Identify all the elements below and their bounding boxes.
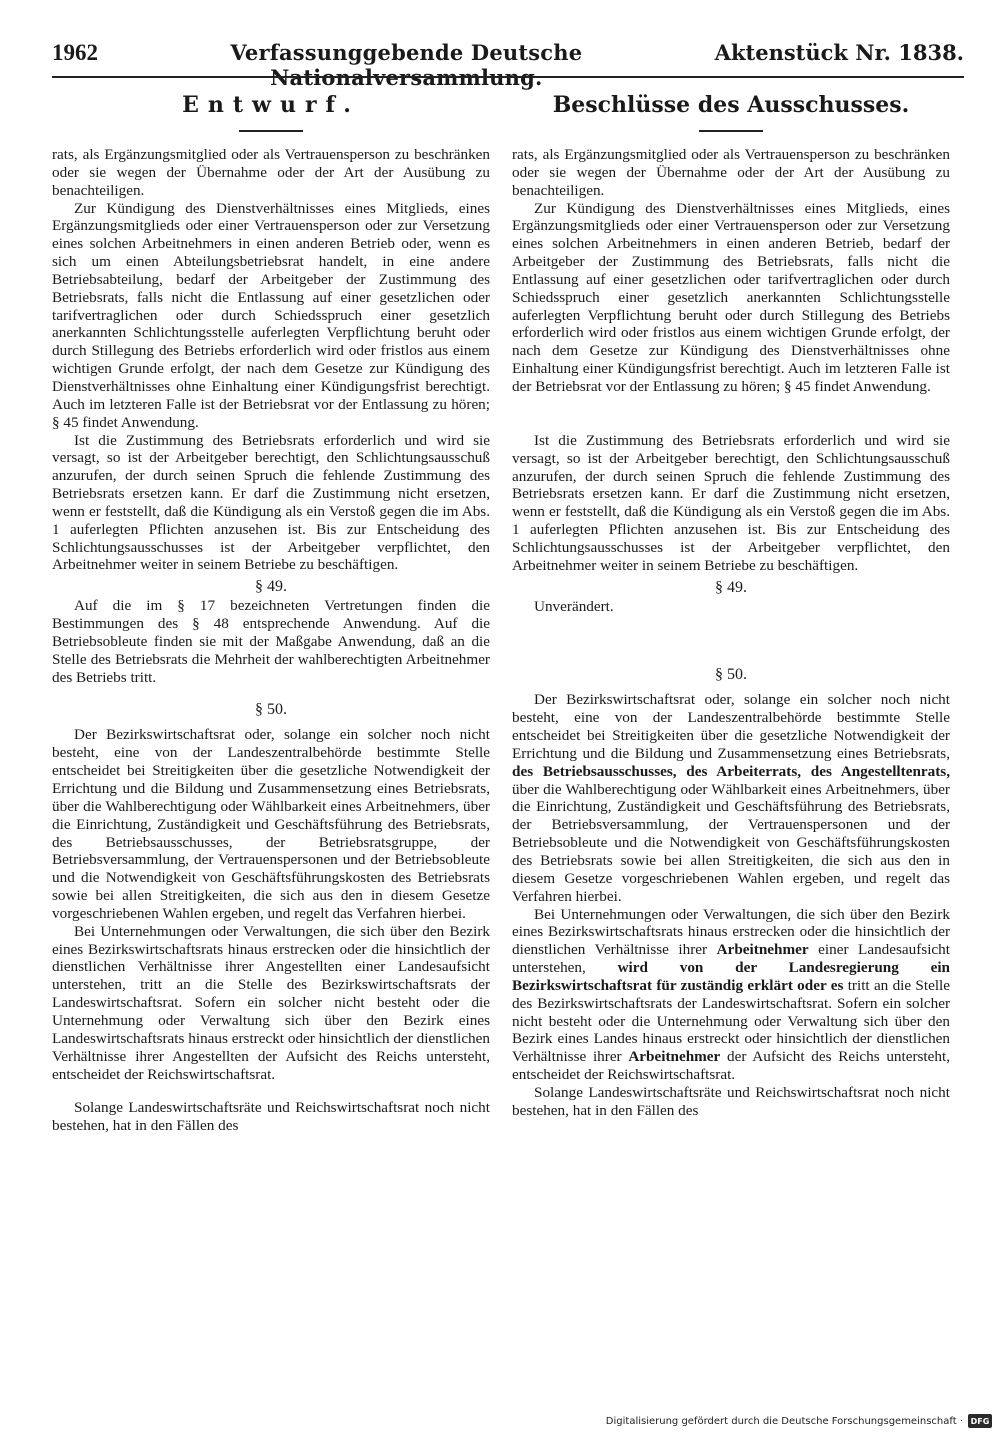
right-section-50-title: § 50.: [715, 666, 747, 684]
running-title: Verfassunggebende Deutsche Nationalversammlung.: [230, 40, 583, 90]
left-section-49-text: Auf die im § 17 bezeichneten Vertretungen finden die Bestimmungen des § 48 entsprechende Anwendung. Auf die Betriebsobleute finden sie mit der Maßgabe Anwendung, daß an die Stelle des Betriebsrats die Mehrheit der wahlberechtigten Arbeitnehmer des Betriebs tritt.: [52, 597, 490, 686]
right-section-50-paragraph-3: Solange Landeswirtschaftsräte und Reichswirtschaftsrat noch nicht bestehen, hat in den Fällen des: [512, 1083, 950, 1119]
left-paragraph-2: Zur Kündigung des Dienstverhältnisses eines Mitglieds, eines Ergänzungsmitglieds oder einer Vertrauensperson oder zur Versetzung eines solchen Arbeitnehmers in einen anderen Betrieb oder, wenn es sich um einen Abteilungsbetriebsrat handelt, in eine andere Betriebsabteilung, bedarf der Arbeitgeber der Zustimmung des Betriebsrats, falls nicht die Entlassung auf einer gesetzlichen oder tarifvertraglichen oder durch Schiedsspruch einer gesetzlich anerkannten Schlichtungsstelle auferlegten Verpflichtung beruht oder durch Stillegung des Betriebs erforderlich wird oder fristlos aus einem wichtigen Grunde erfolgt, der nach dem Gesetze zur Kündigung des Dienstverhältnisses ohne Einhaltung einer Kündigungsfrist berechtigt. Auch im letzteren Falle ist der Betriebsrat vor der Entlassung zu hören; § 45 findet Anwendung.: [52, 199, 490, 431]
left-column: [52, 90, 490, 1135]
left-section-50-paragraph-3: Solange Landeswirtschaftsräte und Reichswirtschaftsrat noch nicht bestehen, hat in den Fällen des: [52, 1099, 490, 1135]
right-s50-p1-text-a: Der Bezirkswirtschaftsrat oder, solange ein solcher noch nicht besteht, eine von der Landeszentralbehörde bestimmte Stelle entscheidet bei Streitigkeiten über die gesetzliche Notwendigkeit der Errichtung und die Bildung und Zusammensetzung eines Betriebsrats,: [512, 691, 950, 762]
right-column: [512, 90, 950, 1120]
right-section-50-paragraph-1: [512, 691, 950, 905]
right-section-49-title: § 49.: [715, 578, 747, 596]
right-column-heading: Beschlüsse des Ausschusses.: [552, 92, 910, 118]
right-paragraph-2: Zur Kündigung des Dienstverhältnisses eines Mitglieds, eines Ergänzungsmitglieds oder einer Vertrauensperson oder zur Versetzung eines solchen Arbeitnehmers in einen anderen Betrieb, bedarf der Arbeitgeber der Zustimmung des Betriebsrats, falls nicht die Entlassung auf einer gesetzlichen oder tarifvertraglichen oder durch Schiedsspruch einer gesetzlich anerkannten Schlichtungsstelle auferlegten Verpflichtung beruht oder durch Stillegung des Betriebs erforderlich wird oder fristlos aus einem wichtigen Grunde erfolgt, der nach dem Gesetze zur Kündigung des Dienstverhältnisses ohne Einhaltung einer Kündigungsfrist berechtigt. Auch im letzteren Falle ist der Betriebsrat vor der Entlassung zu hören; § 45 findet Anwendung.: [512, 199, 950, 395]
right-s50-p2-text-c: tritt an die Stelle des Bezirkswirtschaftsrats der Landeswirtschaftsrat. Sofern ein solcher nicht besteht oder die Unternehmung oder Verwaltung sich über den Bezirk eines Landes hinaus erstreckt oder hinsichtlich der dienstlichen Verhältnisse ihrer: [512, 976, 951, 1066]
right-s50-p2-bold-insertion: wird von der Landesregierung ein Bezirkswirtschaftsrat für zuständig erklärt oder es: [512, 959, 951, 994]
right-section-50-paragraph-2: [512, 906, 950, 1084]
page-number: 1962: [52, 40, 98, 65]
right-s50-p2-bold-arbeitnehmer-1: Arbeitnehmer: [716, 941, 809, 959]
dfg-logo: DFG: [968, 1414, 992, 1428]
right-s50-p1-bold-insertion: des Betriebsausschusses, des Arbeiterrats, des Angestelltenrats,: [512, 762, 950, 780]
footer-credit-text: Digitalisierung gefördert durch die Deutsche Forschungsgemeinschaft ·: [605, 1415, 963, 1427]
left-section-50-paragraph-2: Bei Unternehmungen oder Verwaltungen, die sich über den Bezirk eines Bezirkswirtschaftsrats hinaus erstrecken oder die hinsichtlich der dienstlichen Verhältnisse ihrer Angestellten einer Landesaufsicht unterstehen, tritt an die Stelle des Bezirkswirtschaftsrats der Landeswirtschaftsrat. Sofern ein solcher nicht besteht oder die Unternehmung oder Verwaltung sich über den Bezirk eines Landeswirtschaftsrats hinaus erstreckt oder hinsichtlich der dienstlichen Verhältnisse ihrer Angestellten der Aufsicht des Reichs untersteht, entscheidet der Reichswirtschaftsrat.: [52, 922, 490, 1083]
left-column-heading: Entwurf.: [182, 92, 360, 118]
left-section-50-paragraph-1: Der Bezirkswirtschaftsrat oder, solange ein solcher noch nicht besteht, eine von der Landeszentralbehörde bestimmte Stelle entscheidet bei Streitigkeiten über die gesetzliche Notwendigkeit der Errichtung und die Bildung und Zusammensetzung eines Betriebsrats, über die Wahlberechtigung oder Wählbarkeit eines Arbeitnehmers, über die Einrichtung, Zuständigkeit und Geschäftsführung des Betriebsrats, des Betriebsausschusses, der Betriebsratsgruppe, der Betriebsversammlung, der Vertrauenspersonen und der Betriebsobleute und die Notwendigkeit von Geschäftsführungskosten des Betriebsrats sowie bei allen Streitigkeiten, die sich aus den in diesem Gesetze vorgeschriebenen Wahlen ergeben, und regelt das Verfahren hierbei.: [52, 726, 490, 922]
right-paragraph-1: rats, als Ergänzungsmitglied oder als Vertrauensperson zu beschränken oder sie wegen der Übernahme oder der Art der Ausübung zu benachteiligen.: [512, 146, 950, 199]
document-reference: Aktenstück Nr. 1838.: [714, 40, 964, 65]
page-header: [52, 40, 964, 90]
right-s50-p2-text-d: der Aufsicht des Reichs untersteht, entscheidet der Reichswirtschaftsrat.: [512, 1048, 951, 1084]
right-section-49-text: Unverändert.: [534, 597, 614, 615]
left-heading-rule: [239, 130, 303, 132]
digitization-footer: [606, 1414, 992, 1428]
left-section-50-title: § 50.: [255, 701, 287, 719]
left-paragraph-1: rats, als Ergänzungsmitglied oder als Vertrauensperson zu beschränken oder sie wegen der Übernahme oder der Art der Ausübung zu benachteiligen.: [52, 146, 490, 199]
header-rule: [52, 76, 964, 78]
left-section-49-title: § 49.: [255, 578, 287, 596]
right-s50-p2-bold-arbeitnehmer-2: Arbeitnehmer: [628, 1048, 721, 1066]
left-paragraph-3: Ist die Zustimmung des Betriebsrats erforderlich und wird sie versagt, so ist der Arbeitgeber berechtigt, den Schlichtungsausschuß anzurufen, der durch seinen Spruch die fehlende Zustimmung des Betriebsrats ersetzen kann. Er darf die Zustimmung nicht ersetzen, wenn er feststellt, daß die Kündigung als ein Verstoß gegen die im Abs. 1 auferlegten Pflichten anzusehen ist. Bis zur Entscheidung des Schlichtungsausschusses ist der Arbeitgeber verpflichtet, den Arbeitnehmer weiter in seinem Betriebe zu beschäftigen.: [52, 431, 490, 574]
right-heading-rule: [699, 130, 763, 132]
right-s50-p2-text-b: einer Landesaufsicht unterstehen,: [512, 941, 950, 977]
right-s50-p1-text-b: über die Wahlberechtigung oder Wählbarkeit eines Arbeitnehmers, über die Einrichtung, Zuständigkeit und Geschäftsführung des Betriebsrats, der Betriebsversammlung, der Vertrauenspersonen und der Betriebsobleute und die Notwendigkeit von Geschäftsführungskosten des Betriebsrats sowie bei allen Streitigkeiten, die sich aus den in diesem Gesetze vorgeschriebenen Wahlen ergeben, und regelt das Verfahren hierbei.: [512, 780, 950, 905]
right-paragraph-3: Ist die Zustimmung des Betriebsrats erforderlich und wird sie versagt, so ist der Arbeitgeber berechtigt, den Schlichtungsausschuß anzurufen, der durch seinen Spruch die fehlende Zustimmung des Betriebsrats ersetzen kann. Er darf die Zustimmung nicht ersetzen, wenn er feststellt, daß die Kündigung als ein Verstoß gegen die im Abs. 1 auferlegten Pflichten anzusehen ist. Bis zur Entscheidung des Schlichtungsausschusses ist der Arbeitgeber verpflichtet, den Arbeitnehmer weiter in seinem Betriebe zu beschäftigen.: [512, 431, 950, 574]
right-s50-p2-text-a: Bei Unternehmungen oder Verwaltungen, die sich über den Bezirk eines Bezirkswirtschaftsrats hinaus erstrecken oder die hinsichtlich der dienstlichen Verhältnisse ihrer: [512, 905, 950, 959]
